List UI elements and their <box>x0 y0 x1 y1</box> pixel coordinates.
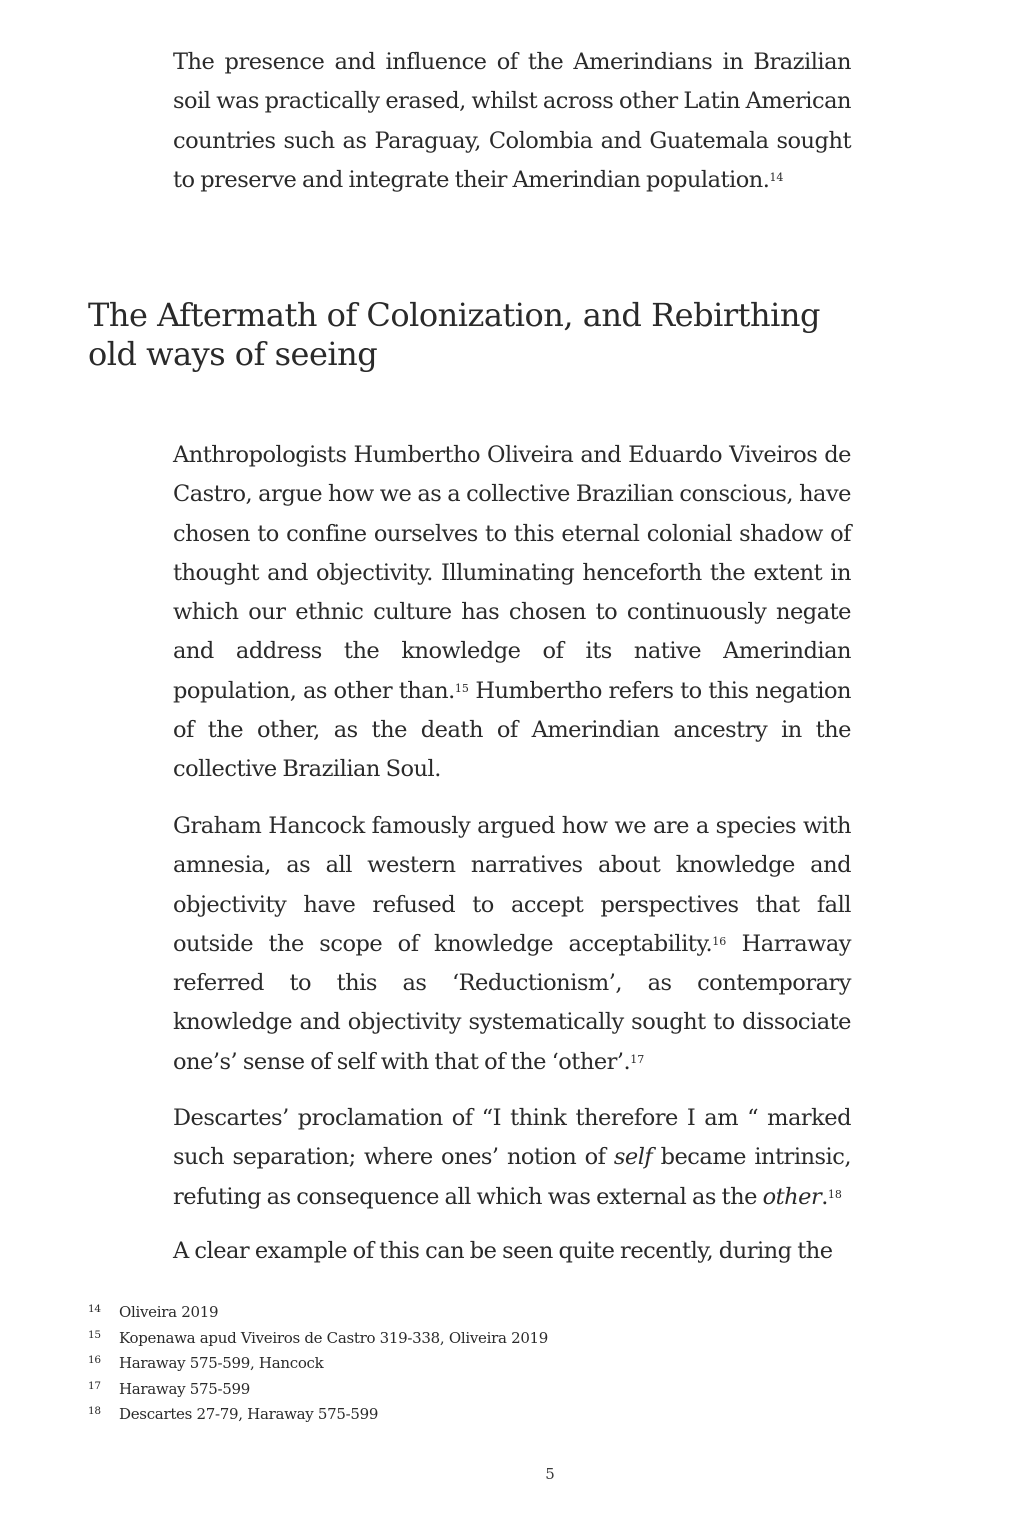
footnote-item <box>88 1377 788 1403</box>
paragraph-descartes <box>173 1099 851 1217</box>
page-number: 5 <box>545 1465 555 1483</box>
footnote-ref-15[interactable]: 15 <box>454 681 469 695</box>
footnote-item <box>88 1402 788 1428</box>
footnote-item <box>88 1326 788 1352</box>
footnote-number: 18 <box>88 1405 101 1418</box>
footnotes <box>88 1300 788 1428</box>
paragraph-text: Graham Hancock famously argued how we are a species with amnesia, as all western narratives about knowledge and objectivity have refused to accept perspectives that fall outside the scope of knowledge acceptability. <box>173 813 851 957</box>
footnote-number: 14 <box>88 1303 101 1315</box>
paragraph-hancock <box>173 807 851 1082</box>
paragraph-text: Anthropologists Humbertho Oliveira and Eduardo Viveiros de Castro, argue how we as a collective Brazilian conscious, have chosen to confine ourselves to this eternal colonial shadow of thought and objectivity. Illuminating henceforth the extent in which our ethnic culture has chosen to continuously negate and address the knowledge of its native Amerindian population, as other than. <box>173 442 851 704</box>
paragraph-text: Humbertho refers to this negation of the other, as the death of Amerindian ancestry in the collective Brazilian Soul. <box>173 677 851 783</box>
footnote-ref-18[interactable]: 18 <box>827 1187 842 1201</box>
intro-text: The presence and influence of the Amerindians in Brazilian soil was practically erased, whilst across other Latin American countries such as Paraguay, Colombia and Guatemala sought to preserve and integrate their Amerindian population. <box>173 49 851 193</box>
footnote-number: 15 <box>88 1328 101 1341</box>
footnote-text: Oliveira 2019 <box>119 1303 219 1321</box>
footnote-text: Kopenawa apud Viveiros de Castro 319-338, Oliveira 2019 <box>119 1328 549 1347</box>
paragraph-clear-example <box>173 1232 851 1271</box>
footnote-ref-14[interactable]: 14 <box>769 170 784 184</box>
footnote-ref-16[interactable]: 16 <box>712 934 727 948</box>
footnote-item <box>88 1300 788 1326</box>
intro-paragraph <box>173 43 851 200</box>
footnote-number: 16 <box>88 1354 101 1367</box>
paragraph-anthropologists <box>173 436 851 790</box>
paragraph-text: A clear example of this can be seen quite recently, during the <box>173 1238 833 1264</box>
footnote-number: 17 <box>88 1379 101 1392</box>
section-heading: The Aftermath of Colonization, and Rebirthing old ways of seeing <box>88 296 820 373</box>
footnote-item <box>88 1351 788 1377</box>
paragraph-text: . <box>821 1183 828 1210</box>
footnote-text: Haraway 575-599 <box>119 1379 250 1398</box>
footnote-ref-17[interactable]: 17 <box>630 1052 645 1066</box>
paragraph-text: became intrinsic, refuting as consequence all which was external as the <box>173 1144 851 1210</box>
footnote-text: Descartes 27-79, Haraway 575-599 <box>119 1405 379 1424</box>
footnote-text: Haraway 575-599, Hancock <box>119 1354 324 1373</box>
paragraph-text: Descartes’ proclamation of “I think therefore I am “ marked such separation; where ones’ notion of <box>173 1105 851 1171</box>
emphasis-self: self <box>613 1144 653 1171</box>
emphasis-other: other <box>762 1183 822 1210</box>
paragraph-text: Harraway referred to this as ‘Reductionism’, as contemporary knowledge and objectivity systematically sought to dissociate one’s’ sense of self with that of the ‘other’. <box>173 930 852 1075</box>
